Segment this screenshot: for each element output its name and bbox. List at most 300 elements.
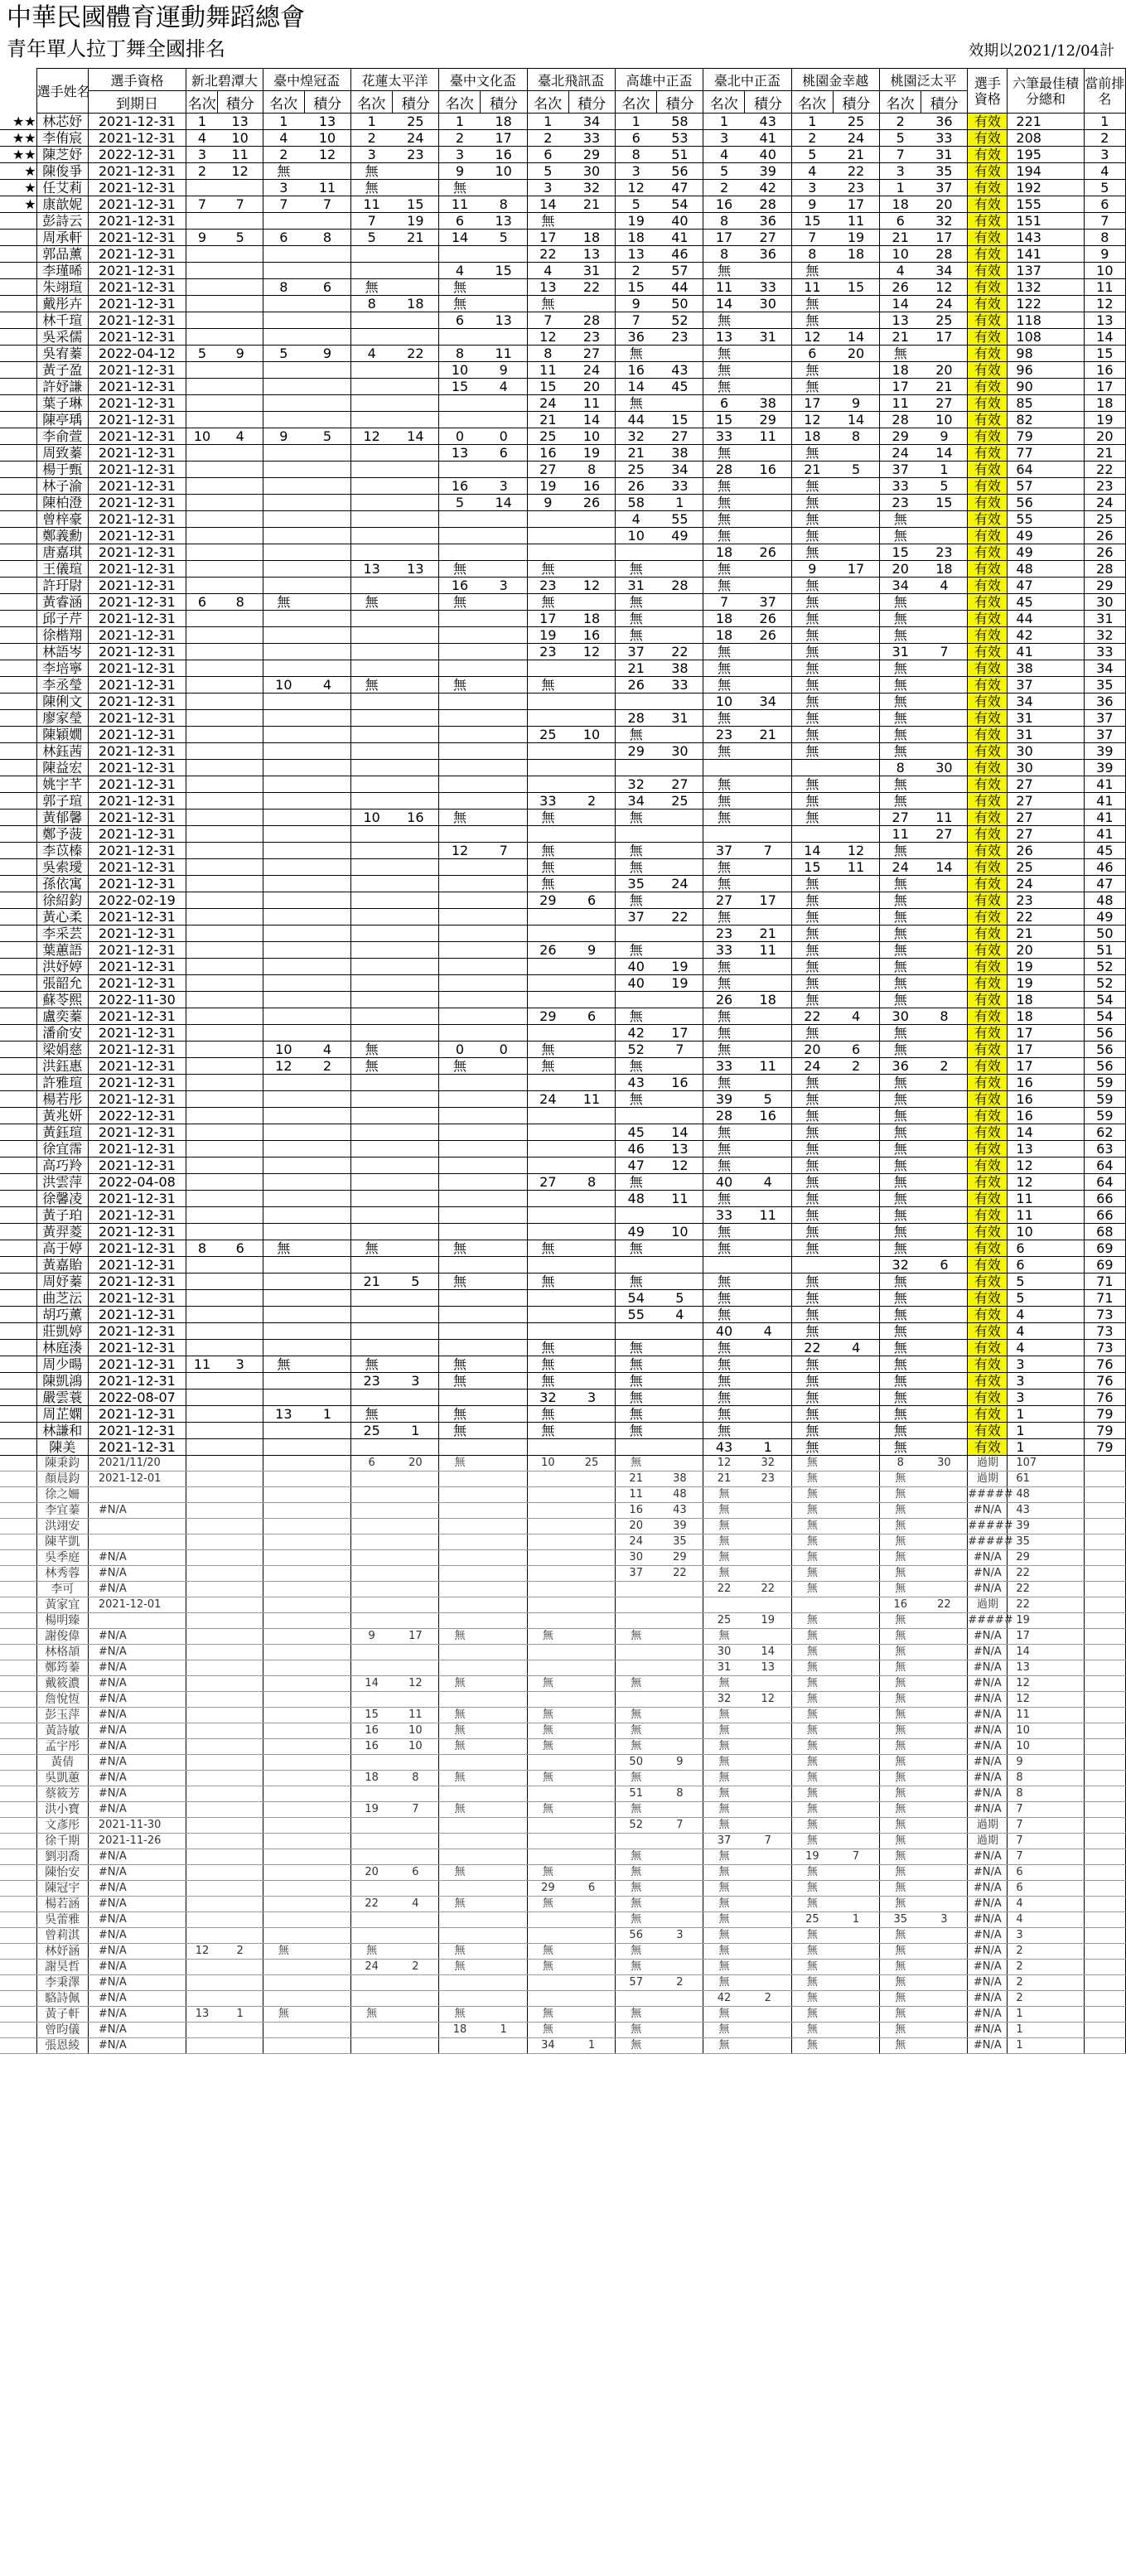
event-points xyxy=(745,1881,791,1897)
event-points xyxy=(833,1975,879,1991)
event-points xyxy=(304,246,350,263)
current-rank xyxy=(1084,1472,1125,1487)
event-points xyxy=(304,926,350,942)
event-points xyxy=(393,1207,439,1224)
star-rating xyxy=(0,1865,36,1881)
event-rank: 無 xyxy=(879,1108,921,1124)
qualification-status: 有效 xyxy=(968,1058,1008,1075)
event-rank: 37 xyxy=(615,644,656,660)
secondary-row xyxy=(0,1582,1126,1597)
qualification-status: 有效 xyxy=(968,329,1008,346)
event-rank: 無 xyxy=(703,1975,745,1991)
event-points xyxy=(833,810,879,826)
event-rank xyxy=(350,1975,392,1991)
qualification-status: 有效 xyxy=(968,1373,1008,1389)
event-points xyxy=(745,1124,791,1141)
event-points: 9 xyxy=(657,1755,703,1771)
event-points xyxy=(481,810,527,826)
table-row xyxy=(0,1191,1126,1207)
event-points xyxy=(393,677,439,694)
event-rank xyxy=(186,1897,218,1912)
event-rank: 無 xyxy=(439,1274,481,1290)
points-subheader: 積分 xyxy=(833,91,879,114)
current-rank xyxy=(1084,1660,1125,1676)
event-points xyxy=(393,263,439,279)
event-points xyxy=(393,926,439,942)
event-points xyxy=(657,2038,703,2054)
event-rank xyxy=(186,511,218,528)
event-rank: 無 xyxy=(791,694,833,710)
event-points xyxy=(304,462,350,478)
secondary-row xyxy=(0,1991,1126,2007)
event-rank xyxy=(350,1091,392,1108)
event-rank xyxy=(439,1786,481,1802)
total-points: 6 xyxy=(1008,1865,1084,1881)
event-points: 21 xyxy=(833,147,879,163)
event-rank: 無 xyxy=(615,727,656,743)
event-rank: 0 xyxy=(439,1042,481,1058)
event-points xyxy=(304,2007,350,2023)
event-points: 23 xyxy=(568,329,615,346)
event-points xyxy=(833,1739,879,1755)
event-points: 7 xyxy=(833,1849,879,1865)
event-rank xyxy=(263,478,304,495)
event-rank: 7 xyxy=(527,312,568,329)
qualification-status: 有效 xyxy=(968,263,1008,279)
event-points xyxy=(568,1323,615,1340)
event-points xyxy=(304,660,350,677)
event-points: 11 xyxy=(481,346,527,362)
event-points: 18 xyxy=(481,114,527,130)
expiry-date: 2021-12-31 xyxy=(88,296,186,312)
event-rank: 22 xyxy=(791,1008,833,1025)
event-rank xyxy=(350,694,392,710)
total-points: 7 xyxy=(1008,1818,1084,1834)
event-rank xyxy=(527,1519,568,1534)
event-rank: 無 xyxy=(527,810,568,826)
event-rank xyxy=(263,1849,304,1865)
star-rating xyxy=(0,909,36,926)
event-rank: 14 xyxy=(439,230,481,246)
event-points: 32 xyxy=(745,1456,791,1472)
qualification-status: #N/A xyxy=(968,1912,1008,1928)
player-name: 周少暘 xyxy=(36,1356,88,1373)
event-points xyxy=(304,594,350,611)
current-rank: 59 xyxy=(1084,1108,1125,1124)
event-rank: 無 xyxy=(615,1865,656,1881)
event-rank: 29 xyxy=(879,428,921,445)
event-rank xyxy=(527,1307,568,1323)
event-rank: 無 xyxy=(615,1629,656,1645)
player-name: 李采芸 xyxy=(36,926,88,942)
event-points: 7 xyxy=(657,1042,703,1058)
event-rank xyxy=(350,1439,392,1456)
event-points xyxy=(833,1240,879,1257)
table-row xyxy=(0,660,1126,677)
player-name: 洪翊安 xyxy=(36,1519,88,1534)
event-rank: 無 xyxy=(703,1389,745,1406)
table-row xyxy=(0,1439,1126,1456)
current-rank: 4 xyxy=(1084,163,1125,180)
event-rank: 8 xyxy=(186,1240,218,1257)
event-rank: 20 xyxy=(879,561,921,578)
event-points xyxy=(304,1075,350,1091)
event-points: 25 xyxy=(921,312,968,329)
event-rank xyxy=(263,1487,304,1503)
event-points xyxy=(657,561,703,578)
current-rank xyxy=(1084,1645,1125,1660)
event-rank: 14 xyxy=(350,1676,392,1692)
event-rank: 3 xyxy=(263,180,304,196)
event-points xyxy=(481,1975,527,1991)
event-points: 16 xyxy=(393,810,439,826)
event-rank: 無 xyxy=(879,1158,921,1174)
points-subheader: 積分 xyxy=(657,91,703,114)
event-points: 27 xyxy=(657,428,703,445)
event-rank: 15 xyxy=(703,412,745,428)
event-points xyxy=(745,1849,791,1865)
qualification-status: 有效 xyxy=(968,362,1008,379)
event-points xyxy=(304,544,350,561)
event-points xyxy=(568,677,615,694)
star-rating xyxy=(0,992,36,1008)
event-points xyxy=(481,1692,527,1708)
event-points: 34 xyxy=(657,462,703,478)
total-points: 8 xyxy=(1008,1771,1084,1786)
event-points xyxy=(304,1224,350,1240)
event-points xyxy=(393,1406,439,1423)
event-rank xyxy=(186,1008,218,1025)
event-rank xyxy=(615,1439,656,1456)
event-rank: 12 xyxy=(186,1944,218,1960)
event-rank: 32 xyxy=(879,1257,921,1274)
event-points: 38 xyxy=(745,395,791,412)
qualification-status: #N/A xyxy=(968,1881,1008,1897)
event-points xyxy=(481,876,527,892)
event-points: 22 xyxy=(657,644,703,660)
total-points: 10 xyxy=(1008,1739,1084,1755)
event-points xyxy=(393,312,439,329)
event-rank xyxy=(263,412,304,428)
event-rank xyxy=(527,1158,568,1174)
qualification-status: 有效 xyxy=(968,1240,1008,1257)
event-points xyxy=(393,1991,439,2007)
star-rating xyxy=(0,1191,36,1207)
event-points xyxy=(657,1865,703,1881)
event-rank xyxy=(186,246,218,263)
event-points: 23 xyxy=(745,1472,791,1487)
event-rank: 無 xyxy=(527,1944,568,1960)
total-points: 22 xyxy=(1008,1566,1084,1582)
event-rank: 7 xyxy=(703,594,745,611)
expiry-date: 2021-12-31 xyxy=(88,776,186,793)
event-points xyxy=(745,478,791,495)
event-points xyxy=(657,1692,703,1708)
event-rank: 無 xyxy=(615,1389,656,1406)
total-points: 23 xyxy=(1008,892,1084,909)
event-points xyxy=(393,1692,439,1708)
event-points: 8 xyxy=(568,462,615,478)
player-name: 曾莉淇 xyxy=(36,1928,88,1944)
table-row xyxy=(0,959,1126,975)
event-points xyxy=(218,1158,263,1174)
current-rank: 76 xyxy=(1084,1389,1125,1406)
event-rank: 無 xyxy=(615,1356,656,1373)
event-points xyxy=(481,1566,527,1582)
event-rank: 28 xyxy=(703,462,745,478)
event-points xyxy=(833,1597,879,1613)
event-points xyxy=(393,1008,439,1025)
table-row xyxy=(0,1207,1126,1224)
event-rank xyxy=(186,1975,218,1991)
event-points: 19 xyxy=(393,213,439,230)
event-rank xyxy=(186,694,218,710)
qualification-status: 有效 xyxy=(968,495,1008,511)
event-rank: 無 xyxy=(703,677,745,694)
expiry-date: #N/A xyxy=(88,2023,186,2038)
event-rank: 無 xyxy=(527,2007,568,2023)
star-rating xyxy=(0,1991,36,2007)
event-points: 1 xyxy=(833,1912,879,1928)
event-rank: 無 xyxy=(703,362,745,379)
event-rank xyxy=(263,578,304,594)
event-rank xyxy=(527,1472,568,1487)
player-name: 任艾莉 xyxy=(36,180,88,196)
event-rank: 無 xyxy=(791,793,833,810)
event-points xyxy=(568,1356,615,1373)
event-points xyxy=(921,1723,968,1739)
event-rank: 無 xyxy=(439,1865,481,1881)
event-rank: 無 xyxy=(879,1356,921,1373)
event-rank: 8 xyxy=(527,346,568,362)
star-rating xyxy=(0,246,36,263)
event-points: 7 xyxy=(745,843,791,859)
current-rank xyxy=(1084,1849,1125,1865)
event-points xyxy=(568,296,615,312)
event-rank: 37 xyxy=(615,1566,656,1582)
event-points xyxy=(568,1723,615,1739)
qualification-status: 有效 xyxy=(968,1207,1008,1224)
event-points xyxy=(833,1928,879,1944)
total-points: 14 xyxy=(1008,1124,1084,1141)
event-rank xyxy=(615,1991,656,2007)
current-rank: 54 xyxy=(1084,1008,1125,1025)
event-points: 14 xyxy=(657,1124,703,1141)
current-rank xyxy=(1084,1519,1125,1534)
event-points xyxy=(481,1356,527,1373)
player-name: 洪小寶 xyxy=(36,1802,88,1818)
player-name: 張韶允 xyxy=(36,975,88,992)
player-name: 唐嘉琪 xyxy=(36,544,88,561)
event-rank: 17 xyxy=(791,395,833,412)
event-points xyxy=(481,1676,527,1692)
expiry-date: 2021-12-31 xyxy=(88,379,186,395)
current-rank xyxy=(1084,2023,1125,2038)
star-rating xyxy=(0,660,36,677)
event-points xyxy=(218,561,263,578)
event-rank xyxy=(350,312,392,329)
star-rating xyxy=(0,1058,36,1075)
event-points xyxy=(481,793,527,810)
event-rank: 無 xyxy=(879,1240,921,1257)
event-points xyxy=(481,1550,527,1566)
event-points xyxy=(568,1991,615,2007)
event-points xyxy=(304,1818,350,1834)
event-rank: 21 xyxy=(615,445,656,462)
event-rank xyxy=(186,1676,218,1692)
event-rank: 無 xyxy=(879,1566,921,1582)
secondary-row xyxy=(0,1708,1126,1723)
event-points xyxy=(393,1472,439,1487)
event-points xyxy=(833,677,879,694)
total-points: 7 xyxy=(1008,1849,1084,1865)
event-rank: 無 xyxy=(703,876,745,892)
rank-subheader: 名次 xyxy=(439,91,481,114)
event-rank xyxy=(439,1224,481,1240)
star-rating xyxy=(0,1645,36,1660)
event-rank: 無 xyxy=(879,959,921,975)
qualification-status: ##### xyxy=(968,1613,1008,1629)
total-points: 17 xyxy=(1008,1042,1084,1058)
event-rank: 無 xyxy=(879,660,921,677)
event-rank xyxy=(263,1566,304,1582)
qualification-status: 有效 xyxy=(968,594,1008,611)
event-rank: 3 xyxy=(879,163,921,180)
event-rank xyxy=(186,1519,218,1534)
event-points xyxy=(833,1960,879,1975)
star-rating xyxy=(0,462,36,478)
event-points xyxy=(481,246,527,263)
event-points xyxy=(304,942,350,959)
star-rating xyxy=(0,926,36,942)
event-points xyxy=(481,1613,527,1629)
event-rank xyxy=(263,1534,304,1550)
event-points xyxy=(218,1613,263,1629)
qualification-status: #N/A xyxy=(968,1865,1008,1881)
event-points xyxy=(393,395,439,412)
event-points xyxy=(393,379,439,395)
event-points xyxy=(304,694,350,710)
event-rank: 無 xyxy=(791,1025,833,1042)
event-points xyxy=(833,826,879,843)
event-points xyxy=(393,1519,439,1534)
event-points xyxy=(568,1406,615,1423)
event-rank xyxy=(439,760,481,776)
event-points xyxy=(568,1472,615,1487)
event-points xyxy=(657,1676,703,1692)
table-row xyxy=(0,1290,1126,1307)
current-rank: 73 xyxy=(1084,1323,1125,1340)
event-points: 11 xyxy=(745,1207,791,1224)
event-points xyxy=(568,1802,615,1818)
player-name: 鄭筠蓁 xyxy=(36,1660,88,1676)
event-points: 33 xyxy=(921,130,968,147)
event-rank: 無 xyxy=(703,1423,745,1439)
expiry-date: 2021-12-31 xyxy=(88,263,186,279)
event-points: 6 xyxy=(833,1042,879,1058)
event-rank xyxy=(186,826,218,843)
event-rank: 44 xyxy=(615,412,656,428)
event-rank: 無 xyxy=(791,1566,833,1582)
event-rank: 26 xyxy=(527,942,568,959)
player-name: 李可 xyxy=(36,1582,88,1597)
event-points: 10 xyxy=(921,412,968,428)
event-rank xyxy=(615,992,656,1008)
event-rank: 無 xyxy=(791,1818,833,1834)
event-rank: 55 xyxy=(615,1307,656,1323)
event-rank: 無 xyxy=(703,1550,745,1566)
event-points xyxy=(393,843,439,859)
event-rank xyxy=(439,1158,481,1174)
event-points: 1 xyxy=(393,1423,439,1439)
event-rank xyxy=(350,644,392,660)
qualification-status: #N/A xyxy=(968,1802,1008,1818)
event-points xyxy=(745,1340,791,1356)
current-rank: 48 xyxy=(1084,892,1125,909)
player-name: 梁娟慈 xyxy=(36,1042,88,1058)
star-rating xyxy=(0,1423,36,1439)
event-rank: 24 xyxy=(350,1960,392,1975)
event-points xyxy=(833,876,879,892)
star-rating xyxy=(0,1708,36,1723)
event-points xyxy=(568,1676,615,1692)
star-rating xyxy=(0,213,36,230)
event-points xyxy=(481,1472,527,1487)
event-rank: 6 xyxy=(439,213,481,230)
event-rank: 無 xyxy=(703,793,745,810)
event-rank xyxy=(263,1786,304,1802)
points-subheader: 積分 xyxy=(568,91,615,114)
event-points xyxy=(833,1991,879,2007)
secondary-row xyxy=(0,1865,1126,1881)
event-rank: 無 xyxy=(703,1881,745,1897)
event-rank: 無 xyxy=(703,1519,745,1534)
event-rank: 無 xyxy=(703,1274,745,1290)
event-rank: 無 xyxy=(527,1629,568,1645)
event-rank xyxy=(263,1960,304,1975)
current-rank: 66 xyxy=(1084,1207,1125,1224)
total-points: 27 xyxy=(1008,776,1084,793)
event-rank xyxy=(186,1108,218,1124)
event-points xyxy=(304,1323,350,1340)
secondary-row xyxy=(0,1597,1126,1613)
current-rank xyxy=(1084,1676,1125,1692)
event-rank xyxy=(527,1439,568,1456)
star-rating xyxy=(0,1975,36,1991)
event-points: 9 xyxy=(833,395,879,412)
event-points xyxy=(745,1356,791,1373)
event-rank: 無 xyxy=(879,1389,921,1406)
event-rank: 13 xyxy=(263,1406,304,1423)
event-header-4: 臺中文化盃 xyxy=(439,69,527,91)
event-points xyxy=(921,1849,968,1865)
event-rank: 無 xyxy=(879,1739,921,1755)
event-rank: 無 xyxy=(703,1786,745,1802)
event-rank xyxy=(186,578,218,594)
event-points xyxy=(657,1389,703,1406)
event-points xyxy=(568,909,615,926)
event-points xyxy=(833,379,879,395)
event-rank: 19 xyxy=(527,478,568,495)
event-rank xyxy=(527,1124,568,1141)
expiry-date xyxy=(88,1534,186,1550)
event-rank: 無 xyxy=(879,926,921,942)
event-rank: 無 xyxy=(791,727,833,743)
event-points: 53 xyxy=(657,130,703,147)
event-rank xyxy=(186,644,218,660)
event-rank: 無 xyxy=(879,1340,921,1356)
expiry-date: 2021-12-31 xyxy=(88,362,186,379)
